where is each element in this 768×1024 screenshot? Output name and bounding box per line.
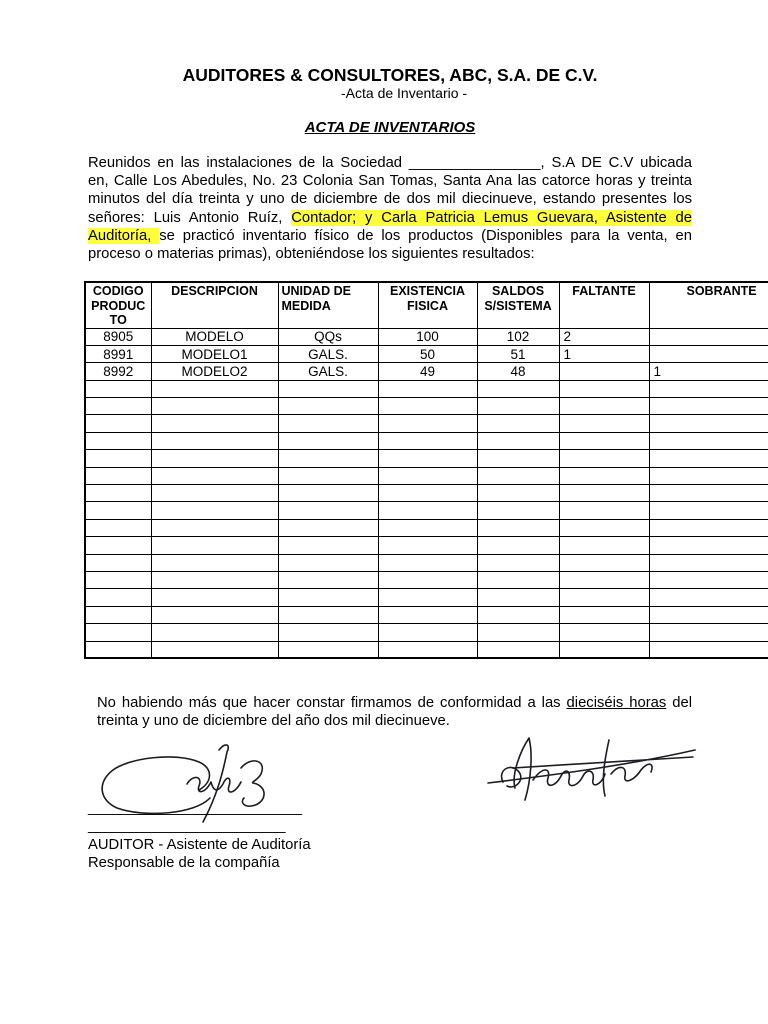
closing-paragraph (97, 694, 692, 730)
unit-cell: GALS. (278, 363, 378, 380)
physical-stock-cell (378, 398, 477, 415)
system-balance-cell (477, 519, 559, 536)
product-code-cell (85, 432, 151, 449)
column-header-description: DESCRIPCION (151, 282, 278, 328)
paragraph-line (88, 245, 692, 263)
shortage-cell (559, 380, 649, 397)
responsible-label: Responsable de la compañía (88, 854, 280, 871)
surplus-cell (649, 554, 768, 571)
product-code-cell (85, 398, 151, 415)
shortage-cell: 2 (559, 328, 649, 345)
physical-stock-cell (378, 641, 477, 658)
intro-paragraph (88, 154, 692, 263)
surplus-cell (649, 415, 768, 432)
table-row (85, 467, 768, 484)
unit-cell (278, 502, 378, 519)
physical-stock-cell (378, 589, 477, 606)
description-cell (151, 450, 278, 467)
surplus-cell (649, 624, 768, 641)
shortage-cell (559, 485, 649, 502)
table-row (85, 398, 768, 415)
unit-cell (278, 415, 378, 432)
unit-cell (278, 380, 378, 397)
table-row (85, 624, 768, 641)
shortage-cell (559, 624, 649, 641)
surplus-cell (649, 589, 768, 606)
auditor-label: AUDITOR - Asistente de Auditoría (88, 836, 311, 853)
physical-stock-cell (378, 502, 477, 519)
paragraph-text: proceso o materias primas), obteniéndose los siguientes resultados: (88, 245, 535, 262)
system-balance-cell (477, 467, 559, 484)
table-row (85, 345, 768, 362)
product-code-cell (85, 485, 151, 502)
physical-stock-cell (378, 450, 477, 467)
system-balance-cell (477, 432, 559, 449)
shortage-cell (559, 398, 649, 415)
column-header-physical-stock: EXISTENCIA FISICA (378, 282, 477, 328)
unit-cell (278, 450, 378, 467)
physical-stock-cell (378, 571, 477, 588)
physical-stock-cell (378, 432, 477, 449)
table-row (85, 519, 768, 536)
table-row (85, 328, 768, 345)
surplus-cell (649, 571, 768, 588)
description-cell (151, 415, 278, 432)
column-header-system-balance: SALDOS S/SISTEMA (477, 282, 559, 328)
responsible-signature (485, 730, 700, 805)
system-balance-cell (477, 624, 559, 641)
description-cell (151, 502, 278, 519)
shortage-cell (559, 363, 649, 380)
table-row (85, 363, 768, 380)
inventory-table (84, 281, 768, 659)
product-code-cell (85, 502, 151, 519)
unit-cell (278, 519, 378, 536)
column-header-shortage: FALTANTE (559, 282, 649, 328)
highlighted-text: Contador; y Carla Patricia Lemus Guevara, Asistente de (291, 209, 693, 226)
table-row (85, 606, 768, 623)
document-heading (88, 119, 692, 137)
system-balance-cell: 48 (477, 363, 559, 380)
document-heading-text: ACTA DE INVENTARIOS (304, 119, 476, 136)
shortage-cell (559, 606, 649, 623)
shortage-cell (559, 502, 649, 519)
surplus-cell (649, 345, 768, 362)
product-code-cell (85, 380, 151, 397)
description-cell (151, 467, 278, 484)
product-code-cell: 8905 (85, 328, 151, 345)
product-code-cell (85, 589, 151, 606)
physical-stock-cell (378, 380, 477, 397)
table-row (85, 554, 768, 571)
unit-cell (278, 641, 378, 658)
description-cell: MODELO (151, 328, 278, 345)
description-cell (151, 641, 278, 658)
system-balance-cell (477, 641, 559, 658)
surplus-cell (649, 537, 768, 554)
unit-cell (278, 467, 378, 484)
unit-cell (278, 624, 378, 641)
shortage-cell (559, 537, 649, 554)
system-balance-cell (477, 398, 559, 415)
signature-line: ________________________ (88, 818, 286, 835)
surplus-cell (649, 467, 768, 484)
paragraph-text: No habiendo más que hacer constar firmamos de conformidad a las (97, 695, 567, 711)
system-balance-cell (477, 502, 559, 519)
system-balance-cell: 51 (477, 345, 559, 362)
table-row (85, 502, 768, 519)
system-balance-cell: 102 (477, 328, 559, 345)
physical-stock-cell (378, 415, 477, 432)
surplus-cell (649, 398, 768, 415)
system-balance-cell (477, 571, 559, 588)
shortage-cell (559, 519, 649, 536)
paragraph-text: en, Calle Los Abedules, No. 23 Colonia San Tomas, Santa Ana las catorce horas y treinta (88, 173, 692, 190)
table-row (85, 450, 768, 467)
table-row (85, 537, 768, 554)
physical-stock-cell (378, 606, 477, 623)
product-code-cell (85, 537, 151, 554)
paragraph-text: Reunidos en las instalaciones de la Sociedad ________________, S.A DE C.V ubicada (88, 155, 692, 171)
unit-cell (278, 589, 378, 606)
product-code-cell: 8991 (85, 345, 151, 362)
description-cell (151, 554, 278, 571)
shortage-cell (559, 432, 649, 449)
column-header-surplus: SOBRANTE (649, 282, 768, 328)
shortage-cell (559, 554, 649, 571)
column-header-product-code: CODIGO PRODUC TO (85, 282, 151, 328)
description-cell (151, 380, 278, 397)
surplus-cell (649, 380, 768, 397)
product-code-cell (85, 450, 151, 467)
paragraph-line (88, 227, 692, 245)
table-row (85, 380, 768, 397)
surplus-cell: 1 (649, 363, 768, 380)
signature-stroke (611, 764, 652, 781)
surplus-cell (649, 606, 768, 623)
physical-stock-cell: 50 (378, 345, 477, 362)
paragraph-text: del (666, 695, 692, 711)
unit-cell (278, 554, 378, 571)
system-balance-cell (477, 450, 559, 467)
paragraph-line (88, 190, 692, 208)
unit-cell (278, 571, 378, 588)
physical-stock-cell: 49 (378, 363, 477, 380)
shortage-cell: 1 (559, 345, 649, 362)
paragraph-line (97, 712, 692, 730)
system-balance-cell (477, 537, 559, 554)
shortage-cell (559, 641, 649, 658)
surplus-cell (649, 485, 768, 502)
product-code-cell (85, 415, 151, 432)
physical-stock-cell (378, 519, 477, 536)
signature-block (88, 799, 311, 872)
surplus-cell (649, 502, 768, 519)
product-code-cell (85, 467, 151, 484)
table-header (85, 282, 768, 328)
shortage-cell (559, 450, 649, 467)
shortage-cell (559, 571, 649, 588)
table-row (85, 485, 768, 502)
unit-cell (278, 485, 378, 502)
unit-cell (278, 398, 378, 415)
signature-stroke (533, 770, 605, 786)
product-code-cell: 8992 (85, 363, 151, 380)
system-balance-cell (477, 485, 559, 502)
signature-stroke (513, 757, 693, 768)
paragraph-line (88, 172, 692, 190)
physical-stock-cell (378, 554, 477, 571)
shortage-cell (559, 589, 649, 606)
system-balance-cell (477, 606, 559, 623)
description-cell (151, 606, 278, 623)
unit-cell: GALS. (278, 345, 378, 362)
table-row (85, 641, 768, 658)
product-code-cell (85, 641, 151, 658)
paragraph-text: treinta y uno de diciembre del año dos mil diecinueve. (97, 713, 450, 730)
product-code-cell (85, 606, 151, 623)
signature-stroke (488, 750, 695, 783)
system-balance-cell (477, 589, 559, 606)
shortage-cell (559, 415, 649, 432)
paragraph-text: minutos del día treinta y uno de diciembre de dos mil diecinueve, estando presentes los (88, 191, 692, 208)
table-row (85, 432, 768, 449)
description-cell (151, 537, 278, 554)
paragraph-text: señores: Luis Antonio Ruíz, (88, 209, 292, 226)
physical-stock-cell (378, 537, 477, 554)
system-balance-cell (477, 554, 559, 571)
paragraph-text: se practicó inventario físico de los productos (Disponibles para la venta, en (159, 227, 693, 244)
unit-cell: QQs (278, 328, 378, 345)
description-cell (151, 589, 278, 606)
product-code-cell (85, 571, 151, 588)
paragraph-line (88, 154, 692, 172)
paragraph-line (88, 209, 692, 227)
company-title: AUDITORES & CONSULTORES, ABC, S.A. DE C.V. (182, 65, 598, 85)
unit-cell (278, 432, 378, 449)
paragraph-line (97, 694, 692, 712)
description-cell (151, 432, 278, 449)
system-balance-cell (477, 415, 559, 432)
description-cell (151, 571, 278, 588)
surplus-cell (649, 519, 768, 536)
description-cell (151, 398, 278, 415)
signature-stroke (187, 777, 241, 792)
highlighted-text: Auditoría, (88, 227, 160, 244)
physical-stock-cell (378, 467, 477, 484)
surplus-cell (649, 328, 768, 345)
description-cell (151, 485, 278, 502)
table-row (85, 571, 768, 588)
description-cell: MODELO1 (151, 345, 278, 362)
unit-cell (278, 606, 378, 623)
product-code-cell (85, 624, 151, 641)
unit-cell (278, 537, 378, 554)
signature-stroke (603, 740, 609, 796)
physical-stock-cell (378, 624, 477, 641)
table-row (85, 589, 768, 606)
signature-stroke (502, 767, 521, 786)
description-cell (151, 624, 278, 641)
underlined-text: dieciséis horas (566, 695, 667, 711)
document-subtitle: -Acta de Inventario - (341, 85, 468, 101)
table-row (85, 415, 768, 432)
shortage-cell (559, 467, 649, 484)
surplus-cell (649, 432, 768, 449)
product-code-cell (85, 519, 151, 536)
signature-line: __________________________ (88, 800, 302, 816)
physical-stock-cell (378, 485, 477, 502)
physical-stock-cell: 100 (378, 328, 477, 345)
system-balance-cell (477, 380, 559, 397)
surplus-cell (649, 641, 768, 658)
product-code-cell (85, 554, 151, 571)
description-cell (151, 519, 278, 536)
table-header-row (85, 282, 768, 328)
surplus-cell (649, 450, 768, 467)
table-body (85, 328, 768, 658)
column-header-unit: UNIDAD DE MEDIDA (278, 282, 378, 328)
description-cell: MODELO2 (151, 363, 278, 380)
